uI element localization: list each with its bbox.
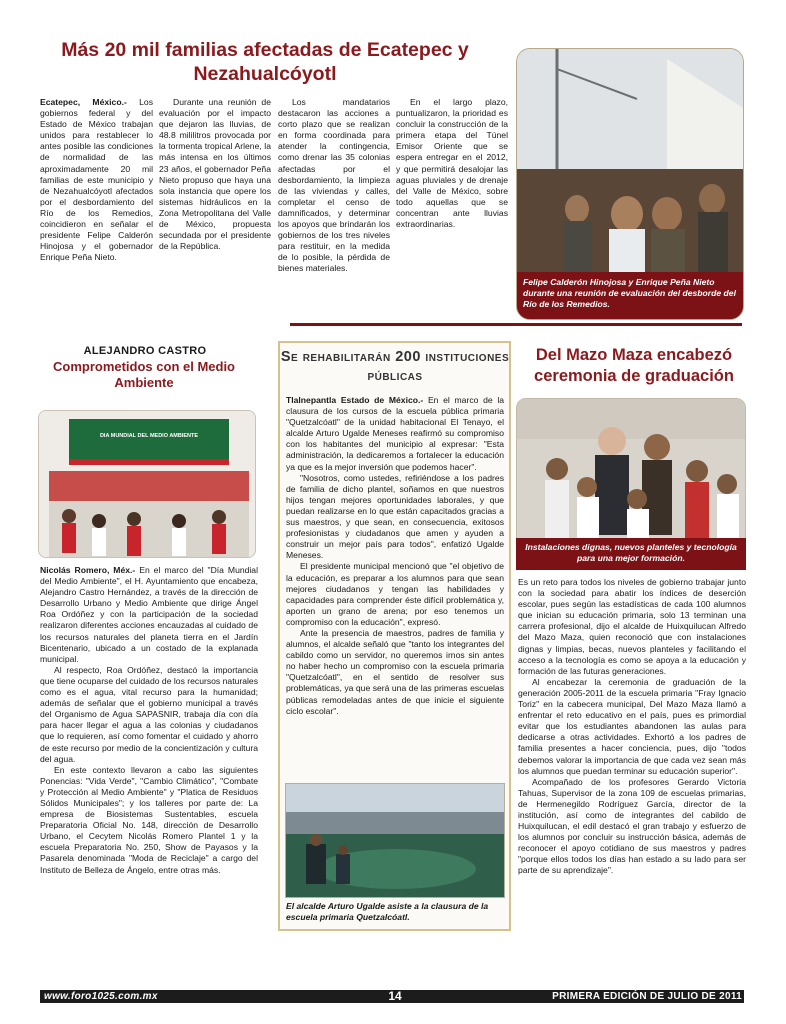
school-article-body (286, 395, 504, 775)
castro-paragraph: Al respecto, Roa Ordóñez, destacó la importancia que tiene ocuparse del cuidado de los recursos naturales como es el agua, vital recurso para la humanidad; además de señalar que el gobierno municipal a través del Organismo de Agua SAPASNIR, trabaja día con día para hacer llegar el agua a las colonias y ciudadanos que lo requieren, así como fomentar el cuidado y ahorro de este recurso por medio de la concientización y cultura del agua. (40, 664, 258, 764)
castro-photo-banner-text: DIA MUNDIAL DEL MEDIO AMBIENTE (99, 433, 199, 439)
castro-kicker: ALEJANDRO CASTRO (83, 345, 207, 357)
school-paragraph: "Nosotros, como ustedes, refiriéndose a los padres de familia de dicho plantel, soñamos en que nuestros hijos tengan mejores oportunidades laborales, y que puedan realizarse en lo que están capacitados gracias a sus maestros, y que sean, en consecuencia, exitosos profesionistas y ciudadanos que amen y ayuden a construir un mejor país para todos", enfatizó Ugalde Meneses. (286, 472, 504, 561)
top-article-column-4 (396, 97, 508, 322)
school-paragraph: El presidente municipal mencionó que "el objetivo de la educación, es preparar a los alumnos para que sean mejores ciudadanos y tengan las habilidades y capacidades para comprender éste difícil problemática y, aporten un grano de arena; por eso tenemos un compromiso con la educación", expresó. (286, 561, 504, 627)
castro-paragraph: En este contexto llevaron a cabo las siguientes Ponencias: "Vida Verde", "Cambio Climático", "Combate y Protección al Medio Ambiente" y "Platica de Residuos Sólidos Municipales"; y los talleres por parte de: La empresa de Biosistemas Sustentables, escuela Preparatoria Oficial No. 148, dirección de Desarrollo Urbano, el Cecytem Nicolás Romero Plantel 1 y la escuela Preparatoria No. 250, Show de Payasos y la Pasarela denominada "Moda de Reciclaje" a cargo del Instituto de Belleza de Ángelo, entre otras más. (40, 764, 258, 875)
top-article-column-1 (40, 97, 153, 322)
top-article-headline: Más 20 mil familias afectadas de Ecatepec y Nezahualcóyotl (61, 39, 469, 85)
top-article-photo-caption: Felipe Calderón Hinojosa y Enrique Peña Nieto durante una reunión de evaluación del desborde del Río de los Remedios. (517, 272, 743, 319)
top-article-column-2 (159, 97, 271, 322)
school-ceremony-illustration (286, 784, 505, 898)
footer-website-link[interactable]: www.foro1025.com.mx (44, 991, 158, 1002)
top-article-paragraph: En el largo plazo, puntualizaron, la prioridad es concluir la construcción de la primera etapa del Túnel Emisor Oriente que se espera entregar en el 2012, y que permitirá desalojar las aguas pluviales y de drenaje del Valle de México, sobre todo aquellas que se concentran ante lluvias extraordinarias. (396, 97, 508, 230)
school-paragraph: En el marco de la clausura de los cursos de la escuela pública primaria "Quetzalcóatl" de la unidad habitacional El Tenayo, el alcalde Arturo Ugalde Meneses reafirmó su compromiso con los habitantes del municipio al expresar: "Esta administración, la dedicaremos a fortalecer la educación ya que es la mejor inversión que podemos hacer". (286, 395, 504, 472)
footer-edition: PRIMERA EDICIÓN DE JULIO DE 2011 (552, 991, 742, 1002)
top-article-dateline: Ecatepec, México.- (40, 97, 127, 107)
section-divider (290, 323, 742, 326)
graduation-paragraph: Acompañado de los profesores Gerardo Victoria Tahuas, Supervisor de la zona 109 de escuelas primarias, de Hermenegildo Rodríguez García, director de la institución, así como de integrantes del cabildo de Huixquilucan, el edil destacó el gran trabajo y esfuerzo de los alumnos por concluir su instrucción básica, además de reconocer el apoyo cotidiano de sus maestros y padres "porque ellos todos los días han estado a su lado para ser parte de su aprendizaje". (518, 776, 746, 876)
school-article-photo-caption: El alcalde Arturo Ugalde asiste a la clausura de la escuela primaria Quetzalcóatl. (286, 901, 489, 922)
graduation-article-photo-caption: Instalaciones dignas, nuevos planteles y tecnología para una mejor formación. (516, 538, 746, 570)
graduation-article-body (518, 577, 746, 947)
school-article-photo (285, 783, 505, 898)
castro-paragraph: En el marco del "Día Mundial del Medio Ambiente", el H. Ayuntamiento que encabeza, Alejandro Castro Hernández, a través de la dirección de Desarrollo Urbano y Medio Ambiente que dirige Ángel Roa Ordóñez y con la participación de la sociedad realizaron diferentes acciones encauzadas al cuidado de los recursos naturales del planeta tierra en el Jardín Bicentenario, ubicado a un costado de la explanada municipal. (40, 565, 258, 664)
top-article-paragraph: Durante una reunión de evaluación por el impacto que dejaron las lluvias, de 48.8 mililitros provocada por la tormenta tropical Arlene, la más intensa en los últimos 23 años, el gobernador Peña Nieto propuso que haya una sola instancia que opere los sistemas hidráulicos en la Zona Metropolitana del Valle de México, propuesta secundada por el presidente de la República. (159, 97, 271, 252)
castro-headline: Comprometidos con el Medio Ambiente (52, 359, 235, 390)
castro-photo (38, 410, 256, 558)
top-article-photo (516, 48, 744, 320)
school-dateline: Tlalnepantla Estado de México.- (286, 395, 424, 405)
top-article-paragraph: Los gobiernos federal y del Estado de México trabajan unidos para restablecer lo antes posible las condiciones de normalidad de las aproximadamente 20 mil familias de este municipio y de Nezahualcóyotl afectados por el desbordamiento del Río de los Remedios, coincidieron en señalar el presidente Felipe Calderón Hinojosa y el gobernador Enrique Peña Nieto. (40, 97, 153, 263)
graduation-paragraph: Al encabezar la ceremonia de graduación de la generación 2005-2011 de la escuela primaria "Fray Ignacio Toriz" en la cabecera municipal, Del Mazo Maza llamó a enfrentar el reto educativo en el país, pues es primordial evitar que los estudiantes abandonen las aulas para dedicarse a otras actividades. Exhortó a los padres de familia presentes a hacer conciencia, pues, dijo "todos debemos valorar la importancia de que cada vez sean más los alumnos que puedan terminar su educación superior". (518, 676, 746, 776)
graduation-paragraph: Es un reto para todos los niveles de gobierno trabajar junto con la sociedad para abatir los índices de deserción escolar, pues según las estadísticas de cada 100 alumnos que inician su educación primaria, solo 13 terminan una carrera profesional, dijo el alcalde de Huixquilucan Alfredo del Mazo Maza, quien reconoció que con instalaciones dignas y limpias, becas, nuevos planteles y facilitando el acceso a la tecnología es como se apoya a la educación y formación de las futuras generaciones. (518, 577, 746, 676)
castro-article-body (40, 565, 258, 905)
castro-dateline: Nicolás Romero, Méx.- (40, 565, 136, 575)
graduation-article-headline: Del Mazo Maza encabezó ceremonia de graduación (534, 346, 734, 385)
school-article-headline: Se rehabilitarán 200 instituciones públicas (280, 349, 510, 384)
top-article-paragraph: Los mandatarios destacaron las acciones a corto plazo que se realizan en forma coordinada para atender la contingencia, como drenar las 35 colonias afectadas por el desbordamiento, la limpieza de las viviendas y calles, completar el censo de damnificados, y determinar los apoyos que brindarán los gobiernos de los tres niveles para restituir, en la medida de lo posible, la pérdida de bienes materiales. (278, 97, 390, 274)
top-article-column-3 (278, 97, 390, 322)
school-paragraph: Ante la presencia de maestros, padres de familia y alumnos, el alcalde señaló que "tanto los integrantes del cabildo como un servidor, no queremos irnos sin antes no haber hecho un compromiso con la escuela primaria "Quetzalcóatl", en el sentido de resolver sus problemáticas, ya que será una de las primeras escuelas públicas remodeladas antes de que inicie el siguiente ciclo escolar". (286, 627, 504, 716)
footer-page-number: 14 (388, 989, 402, 1003)
